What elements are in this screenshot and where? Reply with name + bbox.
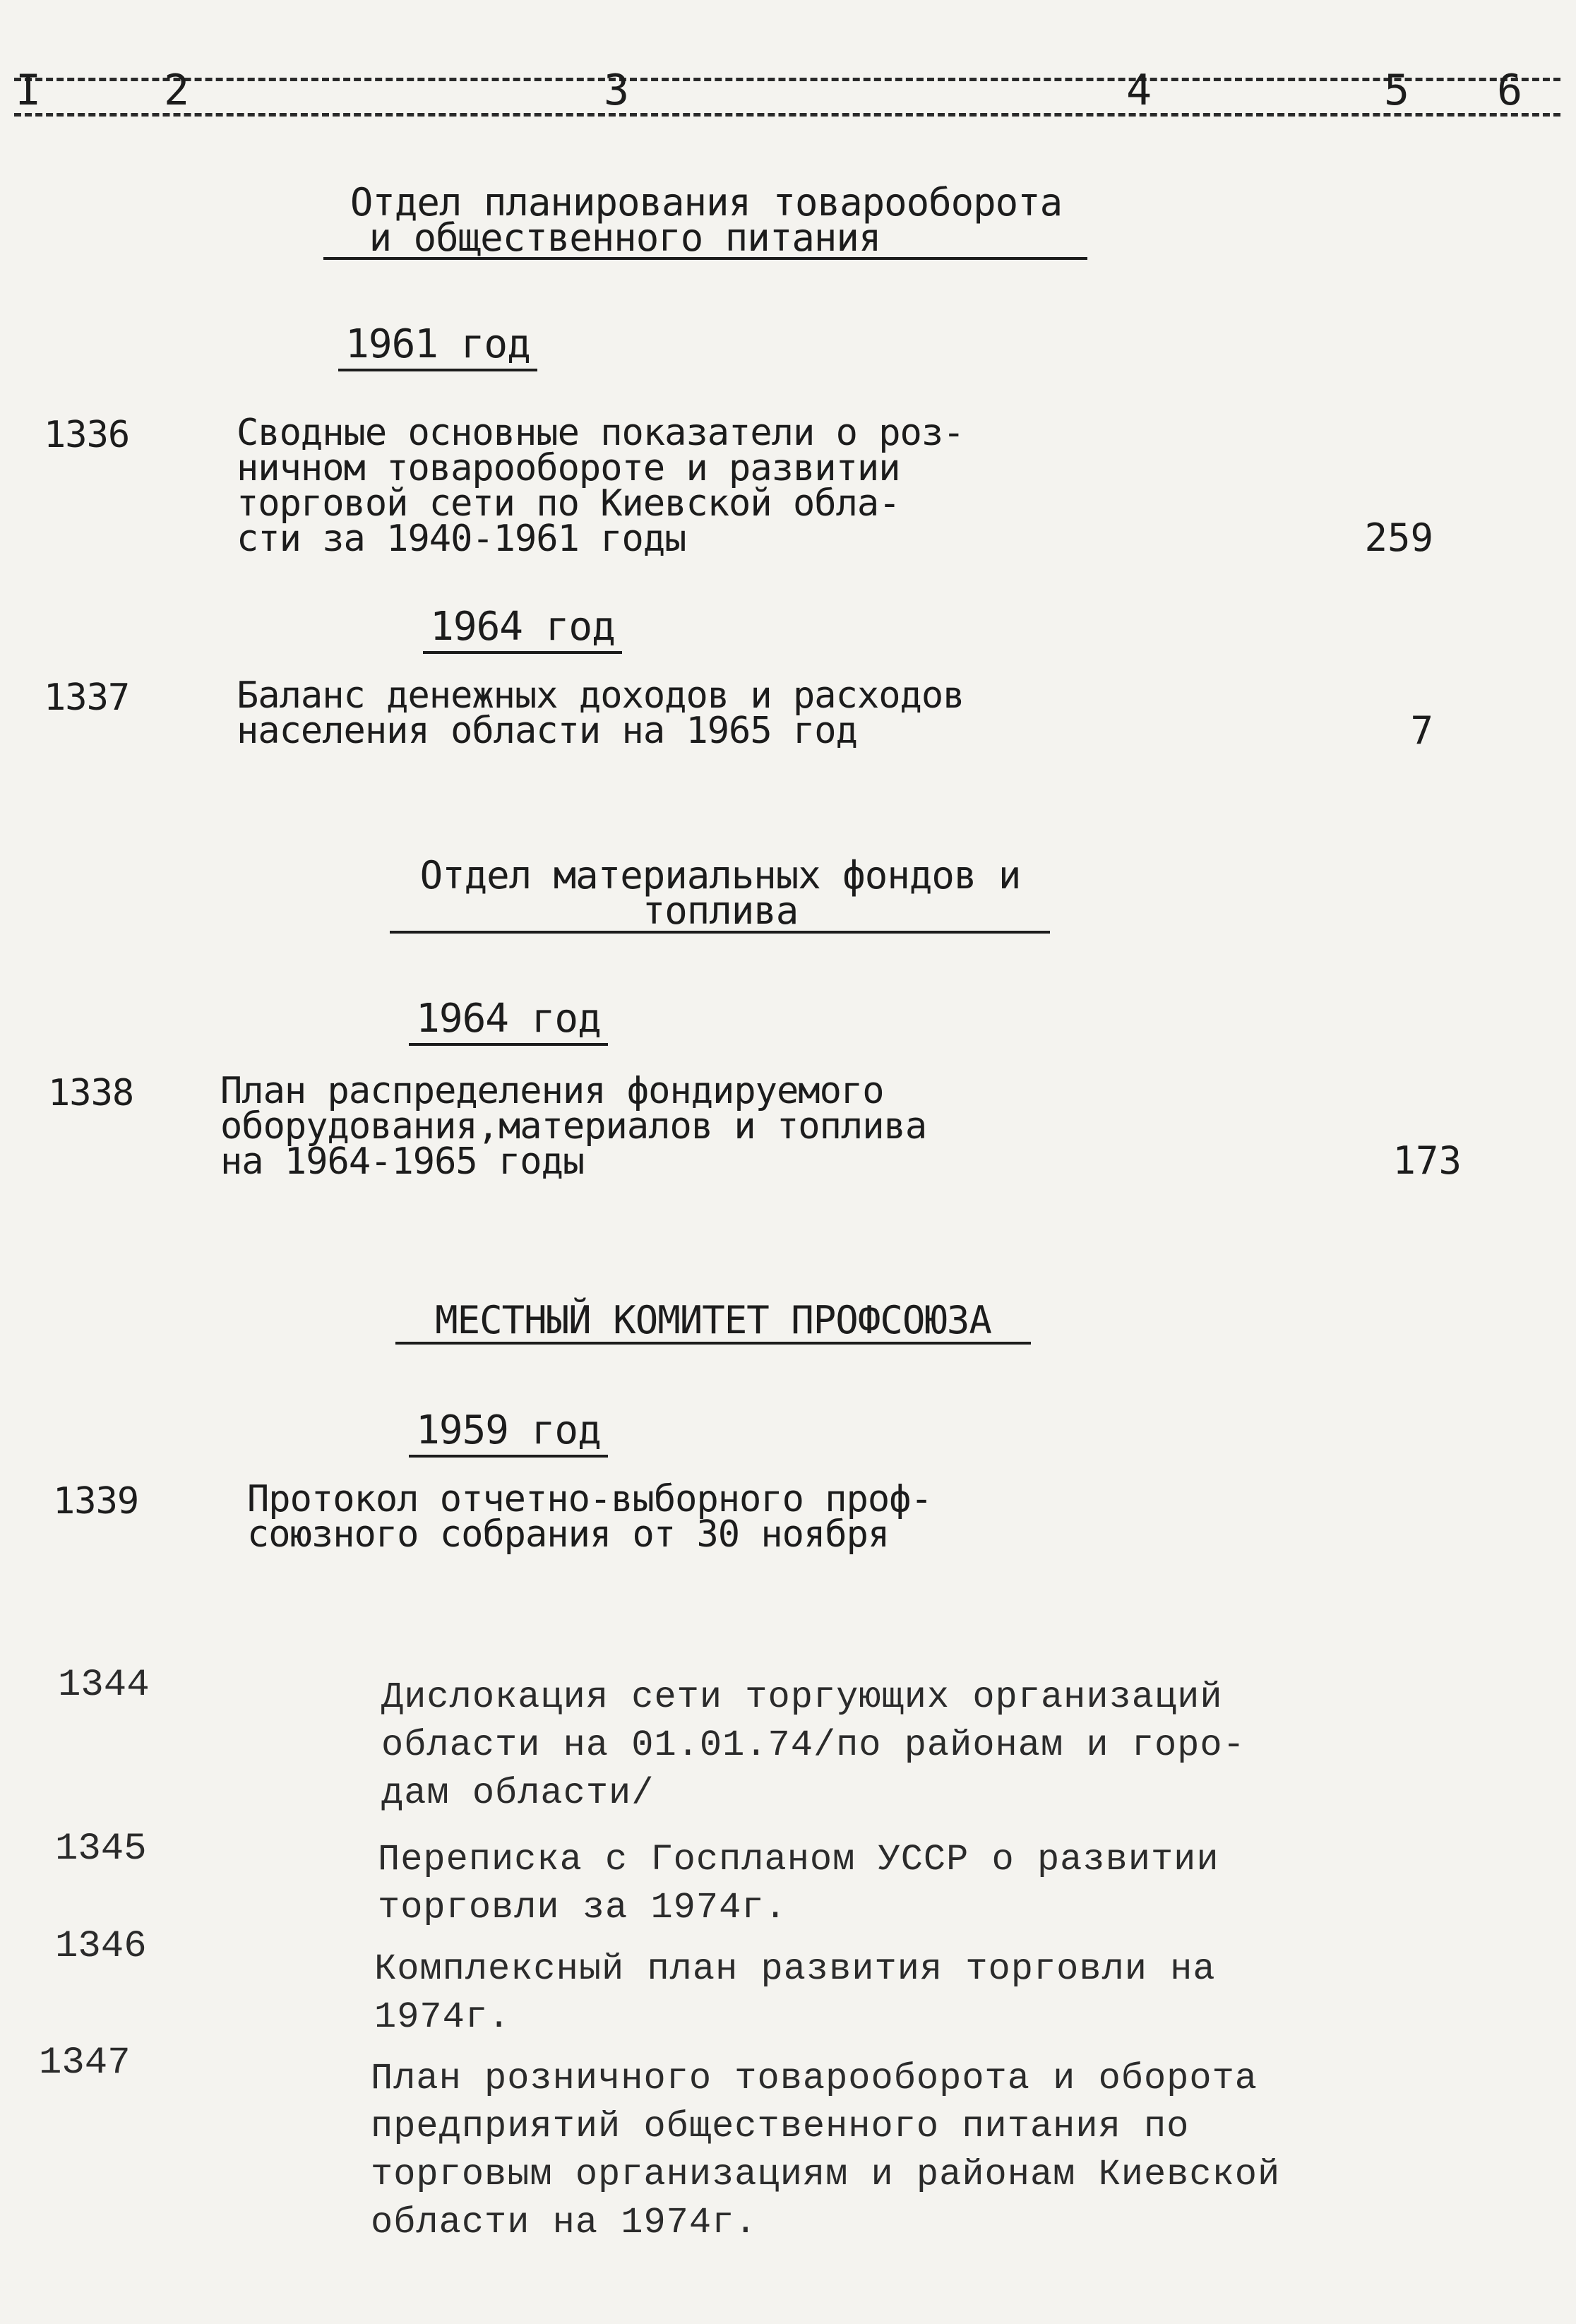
entry-index: 1339 [53,1480,139,1522]
entry-line: План розничного товарооборота и оборота [371,2058,1258,2099]
entry-line: ничном товарообороте и развитии [237,447,900,489]
entry-description [381,1674,1246,1818]
entry-sheet-count: 173 [1392,1138,1462,1183]
header-dash-bottom [14,113,1560,117]
entry-index: 1338 [48,1072,134,1114]
entry-description [237,412,965,560]
column-number-6: 6 [1497,66,1523,115]
entry-line: области на 01.01.74/по районам и горо- [381,1724,1246,1766]
entry-line: Переписка с Госпланом УССР о развитии [378,1839,1219,1881]
entry-line: сти за 1940-1961 годы [237,518,686,560]
header-dash-top [14,78,1560,81]
entry-description [220,1070,927,1183]
entry-sheet-count: 259 [1364,516,1433,560]
section-heading [325,180,1087,260]
year-heading [395,1407,621,1458]
column-number-2: 2 [164,66,190,115]
entry-line: Дислокация сети торгующих организаций [381,1676,1223,1718]
entry-description [374,1945,1216,2042]
entry-line: населения области на 1965 год [237,710,857,752]
year-label: 1964 год [423,607,622,654]
section-heading-line: и общественного питания [369,215,881,260]
entry-line: торговым организациям и районам Киевской [371,2154,1281,2195]
column-header [0,56,1576,134]
section-underline [390,931,1050,934]
entry-index: 1344 [58,1664,150,1707]
column-number-5: 5 [1384,66,1410,115]
entry-line: Сводные основные показатели о роз- [237,412,965,454]
entry-description [247,1478,932,1556]
section-underline [395,1342,1031,1345]
entry-description [371,2055,1280,2247]
section-underline [323,257,1087,260]
year-heading [410,604,635,654]
entry-line: Комплексный план развития торговли на [374,1948,1216,1990]
section-heading-line: Отдел планирования товарооборота [350,180,1063,225]
entry-index: 1336 [44,414,130,456]
section-heading [388,853,1052,933]
entry-index: 1347 [39,2042,131,2085]
entry-line: союзного собрания от 30 ноября [247,1513,890,1556]
year-heading [318,321,558,371]
year-label: 1964 год [409,999,608,1046]
entry-index: 1346 [55,1925,147,1968]
column-number-3: 3 [604,66,630,115]
entry-line: Баланс денежных доходов и расходов [237,674,965,717]
entry-line: на 1964-1965 годы [220,1140,585,1183]
entry-line: Протокол отчетно-выборного проф- [247,1478,932,1520]
entry-index: 1345 [55,1828,147,1871]
year-heading [388,996,628,1046]
entry-index: 1337 [44,677,130,719]
entry-line: области на 1974г. [371,2202,758,2243]
entry-description [237,674,965,752]
entry-sheet-count: 7 [1410,708,1433,753]
section-heading-line: топлива [642,888,799,933]
entry-line: дам области/ [381,1772,655,1814]
entry-line: План распределения фондируемого [220,1070,884,1112]
entry-line: торговли за 1974г. [378,1887,787,1929]
year-label: 1961 год [338,325,537,371]
section-heading-line: МЕСТНЫЙ КОМИТЕТ ПРОФСОЮЗА [435,1298,991,1342]
column-number-1: I [16,66,42,115]
section-heading [395,1298,1031,1342]
entry-line: предприятий общественного питания по [371,2106,1190,2147]
column-number-4: 4 [1126,66,1152,115]
section-heading-line: Отдел материальных фондов и [419,853,1021,898]
entry-line: торговой сети по Киевской обла- [237,482,900,525]
entry-description [378,1836,1219,1932]
entry-line: оборудования,материалов и топлива [220,1105,927,1148]
entry-line: 1974г. [374,1996,511,2038]
year-label: 1959 год [409,1411,608,1458]
